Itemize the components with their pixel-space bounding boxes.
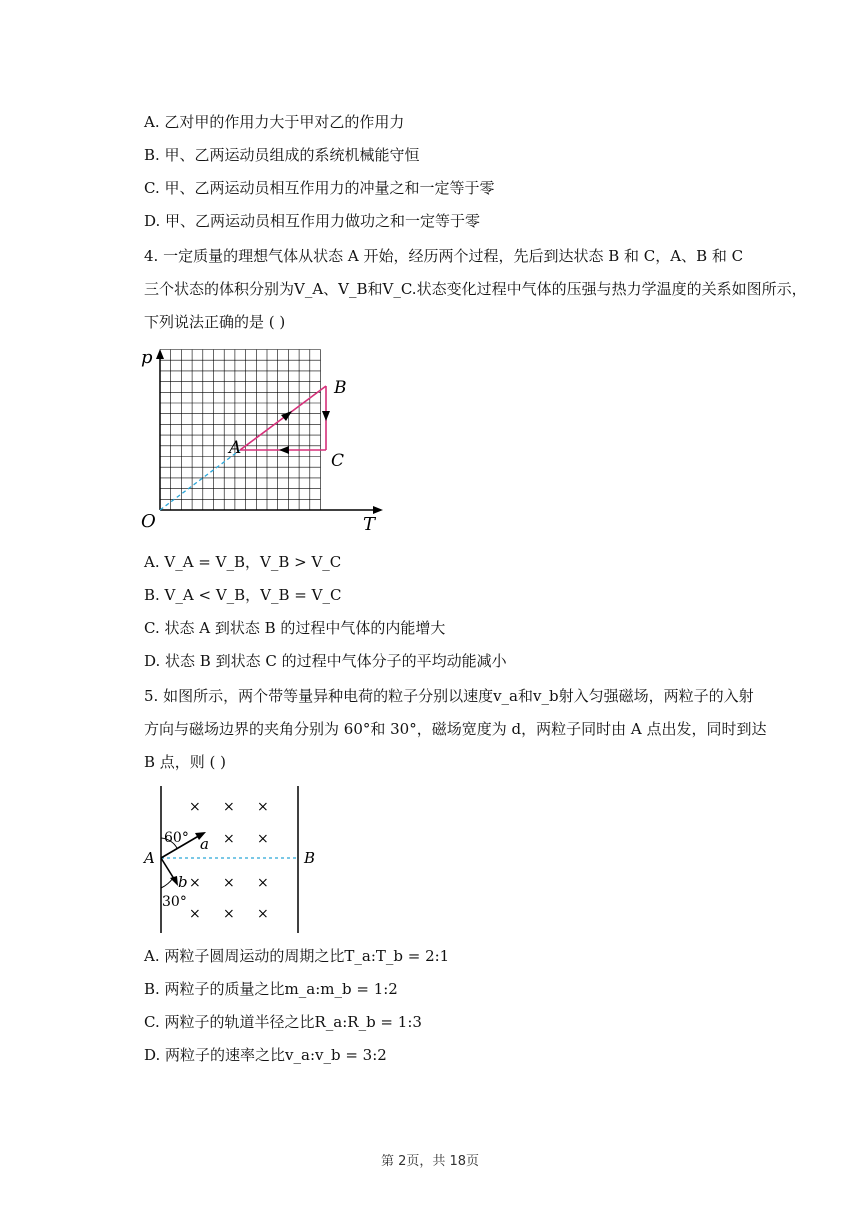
q5-option-c: C. 两粒子的轨道半径之比R_a:R_b = 1:3 bbox=[144, 1013, 422, 1031]
cross: × bbox=[257, 906, 269, 922]
q4-stem-line2: 三个状态的体积分别为V_A、V_B和V_C.状态变化过程中气体的压强与热力学温度的关系如图所示， bbox=[144, 280, 807, 298]
q5-option-a: A. 两粒子圆周运动的周期之比T_a:T_b = 2:1 bbox=[144, 947, 450, 965]
field-crosses bbox=[189, 799, 269, 922]
q4-stem-line1: 4. 一定质量的理想气体从状态 A 开始，经历两个过程，先后到达状态 B 和 C，A、B 和 C bbox=[144, 247, 744, 265]
cross: × bbox=[223, 875, 235, 891]
t-label: T bbox=[363, 514, 376, 535]
q5-stem-line3: B 点，则 ( ) bbox=[144, 753, 227, 771]
p-axis-arrow bbox=[156, 349, 164, 359]
cross: × bbox=[257, 799, 269, 815]
cross: × bbox=[257, 875, 269, 891]
cross: × bbox=[223, 831, 235, 847]
q3-option-c: C. 甲、乙两运动员相互作用力的冲量之和一定等于零 bbox=[144, 179, 495, 197]
angle-30-label: 30° bbox=[162, 894, 187, 910]
particle-a-label: a bbox=[200, 835, 209, 853]
q4-option-c: C. 状态 A 到状态 B 的过程中气体的内能增大 bbox=[144, 619, 446, 637]
q5-figure-magnetic-field bbox=[140, 783, 340, 938]
graph-grid bbox=[160, 350, 321, 511]
cross: × bbox=[189, 799, 201, 815]
cross: × bbox=[223, 906, 235, 922]
arrow-ab bbox=[281, 411, 292, 421]
q3-option-a: A. 乙对甲的作用力大于甲对乙的作用力 bbox=[144, 113, 405, 131]
process-ab bbox=[240, 386, 326, 450]
angle-30-arc bbox=[161, 878, 173, 888]
q5-option-b: B. 两粒子的质量之比m_a:m_b = 1:2 bbox=[144, 980, 398, 998]
state-a-label: A bbox=[229, 438, 242, 458]
q4-stem-line3: 下列说法正确的是 ( ) bbox=[144, 313, 286, 331]
particle-b-label: b bbox=[178, 873, 188, 891]
q3-option-b: B. 甲、乙两运动员组成的系统机械能守恒 bbox=[144, 146, 420, 164]
q4-option-d: D. 状态 B 到状态 C 的过程中气体分子的平均动能减小 bbox=[144, 652, 507, 670]
arrow-bc bbox=[322, 411, 330, 421]
q4-figure-pt-graph bbox=[135, 345, 395, 535]
state-b-label: B bbox=[334, 378, 347, 398]
point-b-label: B bbox=[304, 849, 316, 867]
cross: × bbox=[257, 831, 269, 847]
cross: × bbox=[223, 799, 235, 815]
q5-stem-line2: 方向与磁场边界的夹角分别为 60°和 30°，磁场宽度为 d，两粒子同时由 A 点出发，同时到达 bbox=[144, 720, 767, 738]
cross: × bbox=[189, 906, 201, 922]
angle-60-label: 60° bbox=[164, 830, 189, 846]
q4-option-b: B. V_A < V_B，V_B = V_C bbox=[144, 586, 342, 604]
q4-option-a: A. V_A = V_B，V_B > V_C bbox=[144, 553, 342, 571]
origin-label: O bbox=[141, 511, 156, 532]
point-a-label: A bbox=[144, 849, 155, 867]
q3-option-d: D. 甲、乙两运动员相互作用力做功之和一定等于零 bbox=[144, 212, 481, 230]
page-footer: 第 2页，共 18页 bbox=[380, 1154, 480, 1169]
p-label: p bbox=[141, 347, 153, 368]
state-c-label: C bbox=[331, 451, 345, 471]
t-axis-arrow bbox=[373, 506, 383, 514]
cross: × bbox=[189, 875, 201, 891]
dashed-extension bbox=[160, 450, 240, 510]
q5-stem-line1: 5. 如图所示，两个带等量异种电荷的粒子分别以速度v_a和v_b射入匀强磁场，两粒子的入射 bbox=[144, 687, 754, 705]
q5-option-d: D. 两粒子的速率之比v_a:v_b = 3:2 bbox=[144, 1046, 387, 1064]
arrow-ca bbox=[279, 446, 289, 454]
